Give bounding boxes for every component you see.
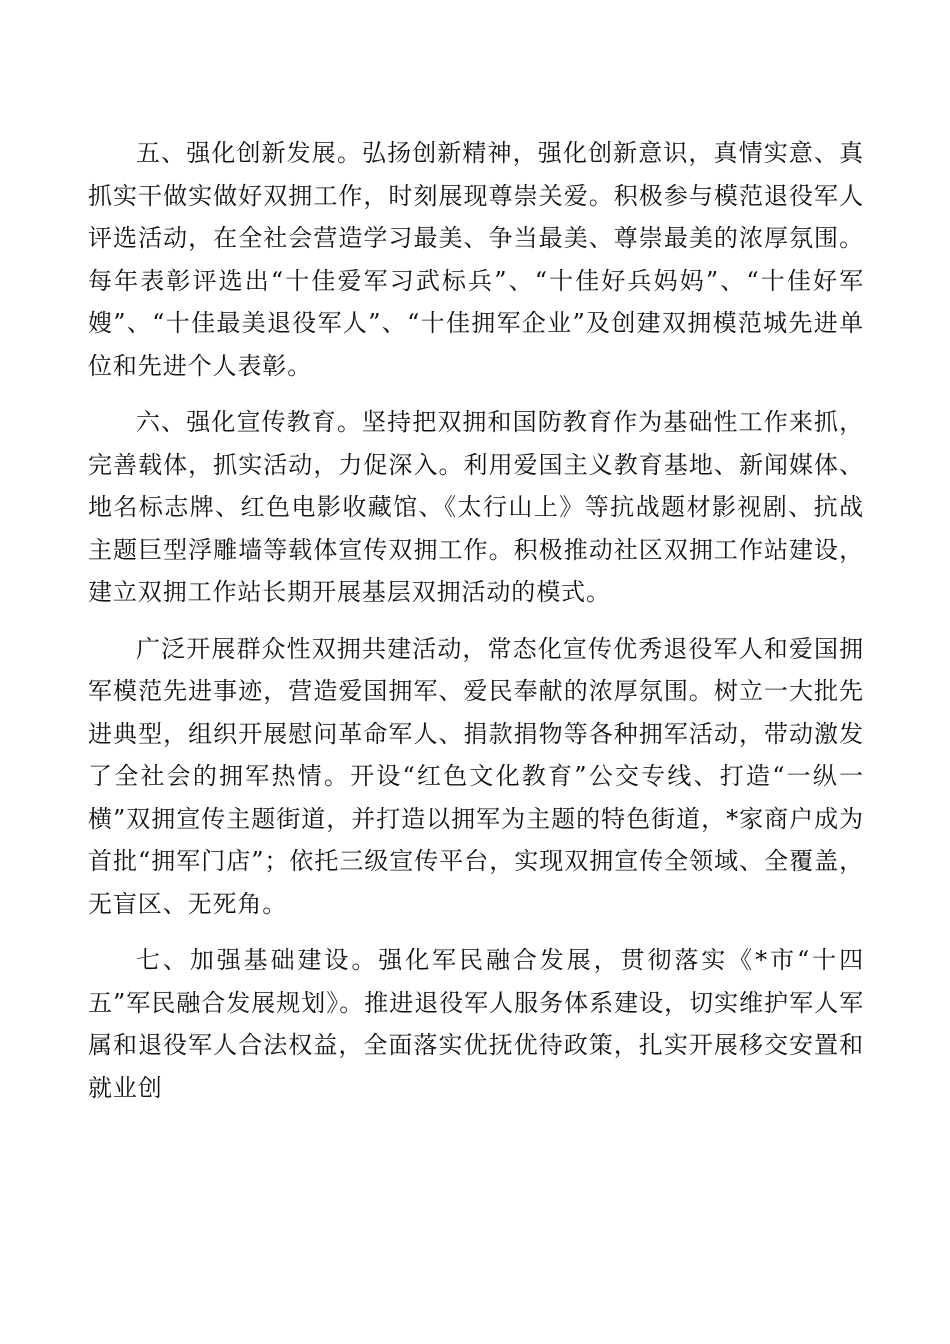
paragraph-publicity-education: 六、强化宣传教育。坚持把双拥和国防教育作为基础性工作来抓，完善载体，抓实活动，力促深入。利用爱国主义教育基地、新闻媒体、地名标志牌、红色电影收藏馆、《太行山上》等抗战题材影视剧、抗战主题巨型浮雕墙等载体宣传双拥工作。积极推动社区双拥工作站建设，建立双拥工作站长期开展基层双拥活动的模式。 bbox=[88, 408, 864, 606]
document-body bbox=[88, 132, 864, 1109]
paragraph-innovation: 五、强化创新发展。弘扬创新精神，强化创新意识，真情实意、真抓实干做实做好双拥工作，时刻展现尊崇关爱。积极参与模范退役军人评选活动，在全社会营造学习最美、争当最美、尊崇最美的浓厚氛围。每年表彰评选出“十佳爱军习武标兵”、“十佳好兵妈妈”、“十佳好军嫂”、“十佳最美退役军人”、“十佳拥军企业”及创建双拥模范城先进单位和先进个人表彰。 bbox=[88, 139, 864, 380]
paragraph-infrastructure: 七、加强基础建设。强化军民融合发展，贯彻落实《*市“十四五”军民融合发展规划》。推进退役军人服务体系建设，切实维护军人军属和退役军人合法权益，全面落实优抚优待政策，扎实开展移交安置和就业创 bbox=[88, 946, 864, 1102]
paragraph-mass-activities: 广泛开展群众性双拥共建活动，常态化宣传优秀退役军人和爱国拥军模范先进事迹，营造爱国拥军、爱民奉献的浓厚氛围。树立一大批先进典型，组织开展慰问革命军人、捐款捐物等各种拥军活动，带动激发了全社会的拥军热情。开设“红色文化教育”公交专线、打造“一纵一横”双拥宣传主题街道，并打造以拥军为主题的特色街道，*家商户成为首批“拥军门店”；依托三级宣传平台，实现双拥宣传全领域、全覆盖，无盲区、无死角。 bbox=[88, 634, 864, 918]
